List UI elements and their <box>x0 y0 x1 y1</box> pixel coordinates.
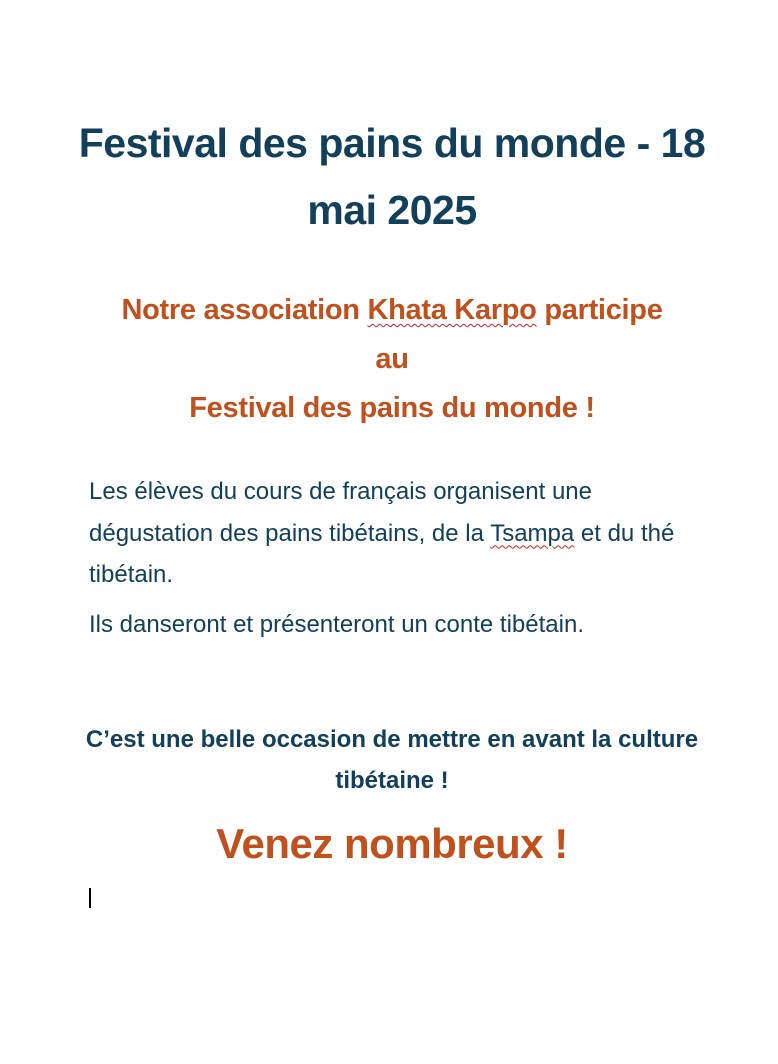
occasion-text: C’est une belle occasion de mettre en avant la culture tibétaine ! <box>85 726 699 794</box>
announcement-line-2: au <box>375 343 409 375</box>
paragraph-dance: Ils danseront et présenteront un conte tibétain. <box>89 611 584 638</box>
paragraph-tasting-before: Les élèves du cours de français organisent une dégustation des pains tibétains, de la <box>89 478 592 547</box>
announcement-text-after: participe <box>536 294 663 326</box>
announcement-line-1 <box>60 286 724 335</box>
call-to-action: Venez nombreux ! <box>216 820 568 867</box>
tsampa-misspelled[interactable]: Tsampa <box>490 519 575 547</box>
announcement-line-3: Festival des pains du monde ! <box>189 392 595 424</box>
text-cursor <box>89 888 91 908</box>
paragraph-tasting <box>89 471 699 596</box>
announcement <box>60 286 724 433</box>
document-title: Festival des pains du monde - 18 mai 2025 <box>78 120 706 233</box>
announcement-text-before: Notre association <box>121 294 368 326</box>
paragraph-tasting-after: et du thé tibétain. <box>89 519 675 588</box>
association-name-misspelled[interactable]: Khata Karpo <box>367 294 537 326</box>
